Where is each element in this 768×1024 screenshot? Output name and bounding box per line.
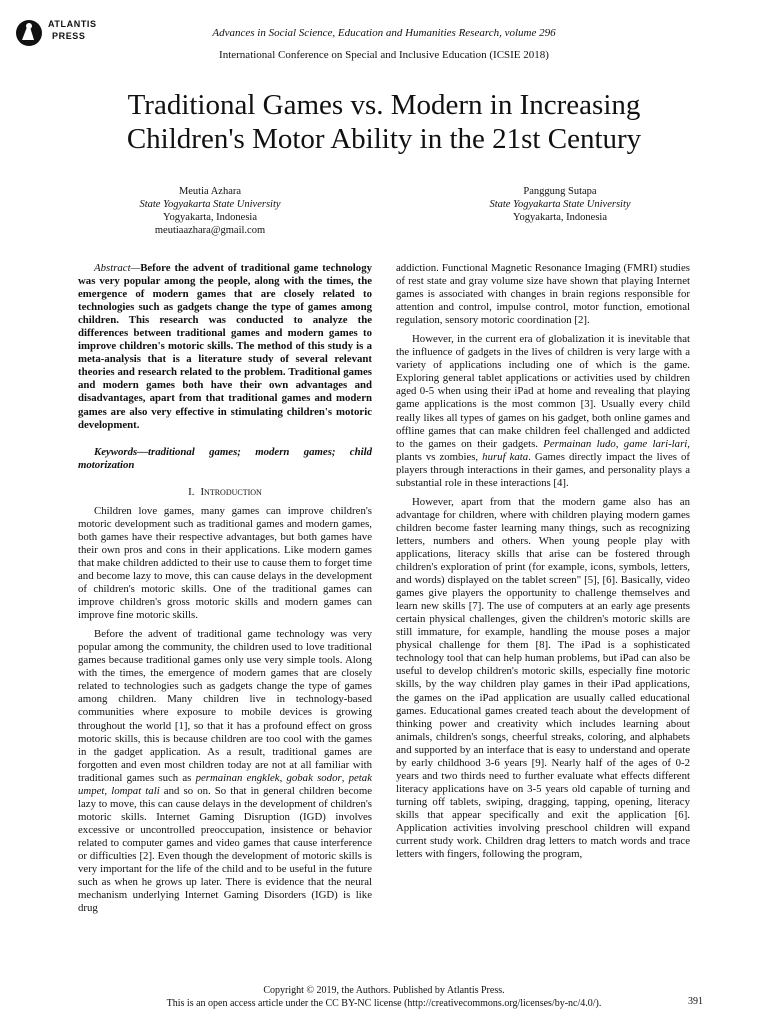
section-heading-introduction (78, 486, 372, 499)
abstract (78, 262, 372, 432)
left-column (78, 262, 372, 921)
paragraph: addiction. Functional Magnetic Resonance Imaging (FMRI) studies of rest state and gray volume size have shown that playing Internet games is associated with changes in brain regions responsible for attention and control, impulse control, motor function, emotional regulation, sensory motoric coordination [2]. (396, 262, 690, 327)
paragraph: Children love games, many games can improve children's motoric development such as traditional games and modern games, both games have their respective advantages, but both games have their own pros and cons in their applications. Like modern games that make children addicted to their use to cause them to forget time and become lazy to move, this can cause delays in the development of children's motoric skills. One of the traditional games can improve children's gross motoric skills and modern games can improve fine motoric skills. (78, 504, 372, 622)
paragraph-text: , plants vs zombies, (396, 437, 690, 463)
italic-term: petak umpet (78, 771, 372, 797)
right-column (396, 262, 690, 867)
paragraph-text: Before the advent of traditional game technology was very popular among the community, the children used to love traditional games because traditional games only use very simple tools. Along with the times, the emergence of modern games that are closely related to technologies such as gadgets change the type of games among children. Many children live in technology-based communities where exposure to mobile devices is growing throughout the world [1], so that it has a profound effect on gross motoric skills, this is because children are too cool with the games in the gadget application. As a result, traditional games are forgotten and even most children today are not at all familiar with traditional games such as (78, 628, 372, 784)
logo-text-press: PRESS (52, 31, 86, 41)
author-affiliation: State Yogyakarta State University (139, 199, 281, 210)
license-line[interactable]: This is an open access article under the CC BY-NC license (http://creativecommons.org/licenses/by-nc/4.0/). (166, 998, 602, 1009)
keywords-label: Keywords— (94, 445, 148, 458)
keywords (78, 446, 372, 472)
author-affiliation: State Yogyakarta State University (489, 199, 631, 210)
italic-term: Permainan ludo (543, 437, 616, 450)
title-line-1: Traditional Games vs. Modern in Increasing (127, 89, 641, 121)
title-line-2: Children's Motor Ability in the 21st Century (126, 123, 642, 155)
logo-text-atlantis: ATLANTIS (48, 19, 97, 29)
paragraph-text: However, in the current era of globalization it is inevitable that the influence of gadgets in the lives of children is very large with a variety of applications including one of which is the game. Exploring general tablet applications or activities used by children aged 0-5 when using their iPad at home and revealing that playing game applications is the most common [3]. Usually every child really likes all types of games on his gadget, both online games and offline games that can make children feel challenged and addicted to the games on their gadgets. (396, 333, 690, 450)
italic-term: gobak sodor (286, 771, 342, 784)
journal-name: Advances in Social Science, Education and Humanities Research, volume 296 (212, 27, 556, 39)
section-number: I. (188, 485, 195, 498)
conference-name: International Conference on Special and Inclusive Education (ICSIE 2018) (219, 49, 549, 61)
footer (0, 984, 768, 1010)
separator: , (615, 437, 624, 450)
copyright-line: Copyright © 2019, the Authors. Published by Atlantis Press. (263, 985, 505, 996)
author-city: Yogyakarta, Indonesia (513, 212, 607, 223)
author-block-2 (410, 185, 710, 224)
separator: , (279, 771, 287, 784)
page-number: 391 (688, 996, 703, 1007)
paragraph-text: . Games directly impact the lives of players through interactions in their games, and personality plays a substantial role in these interactions [4]. (396, 450, 691, 489)
italic-term: game lari-lari (623, 437, 688, 450)
paragraph-text: and so on. So that in general children become lazy to move, this can cause delays in the development of children's motoric skills. Internet Gaming Disruption (IGD) involves excessive or uncontrolled preoccupation, insistence or behavior related to computer games and video games that cause interference or difficulties [2]. Even though the development of motoric skills is very important for the life of the child and to be useful in the future such as when he grows up later. There is evidence that the neural mechanism underlying Internet Gaming Disorders (IGD) is like drug (78, 784, 373, 915)
keywords-text: traditional games; modern games; child motorization (78, 445, 372, 471)
author-name: Panggung Sutapa (523, 186, 597, 197)
author-block-1 (60, 185, 360, 237)
italic-term: permainan engklek (195, 771, 280, 784)
separator: , (341, 771, 349, 784)
paragraph: However, apart from that the modern game also has an advantage for children, where with children playing modern games children become faster learning many things, such as recognizing letters, numbers and others. When young people play with applications, literacy skills that arise can be fostered through children's exploration of print (for example, icons, symbols, letters, and words) displayed on the tablet screen" [5], [6]. Basically, video games give players the opportunity to challenge themselves and learn new skills [7]. The use of computers at an early age presents certain physical challenges, given the children's motoric skills are still immature, for example, handling the mouse poses a major physical challenge for them [8]. The iPad is a sophisticated technology tool that can help human problems, but iPad can also be useful to develop children's motoric skills, especially fine motoric skills, by the way children play games in their iPad applications, the games on the iPad application are usually called educational games. Educational games created teach about the development of thinking power and creativity which includes learning about animals, children's songs, cheerful streaks, coloring, and alphabets and supported by an interface that is easy to understand and operate by early childhood 3-6 years [9]. Nearly half of the ages of 0-2 years and two thirds need to further evaluate what effects different literacy applications have on 3-5 years old capable of turning and turning off tablets, swiping, dragging, tapping, opening, literacy skills that appear specifically and exit the application [6]. Application activities involving preschool children will expand current study work. Children drag letters to match words and trace letters with fingers, following the program, (396, 495, 690, 861)
author-email[interactable]: meutiaazhara@gmail.com (154, 225, 266, 236)
italic-term: lompat tali (111, 784, 160, 797)
author-city: Yogyakarta, Indonesia (163, 212, 257, 223)
paragraph (78, 628, 372, 915)
section-title: Introduction (200, 485, 262, 498)
author-name: Meutia Azhara (178, 186, 242, 197)
abstract-label: Abstract— (94, 262, 141, 274)
separator: , (104, 784, 112, 797)
paper-title (60, 88, 708, 156)
paragraph (396, 333, 690, 490)
italic-term: huruf kata (482, 450, 529, 463)
abstract-text: Before the advent of traditional game technology was very popular among the people, along with the times, the emergence of modern games that are closely related to technologies such as gadgets change the type of games among children. This research was conducted to analyze the differences between traditional games and modern games to improve children's motoric skills. The method of this study is a meta-analysis that is a literature study of several relevant theories and research related to the problem. Traditional games and modern games both have their own advantages and disadvantages, apart from that traditional games and modern games are also very effective in stimulating children's motoric development. (78, 262, 372, 431)
